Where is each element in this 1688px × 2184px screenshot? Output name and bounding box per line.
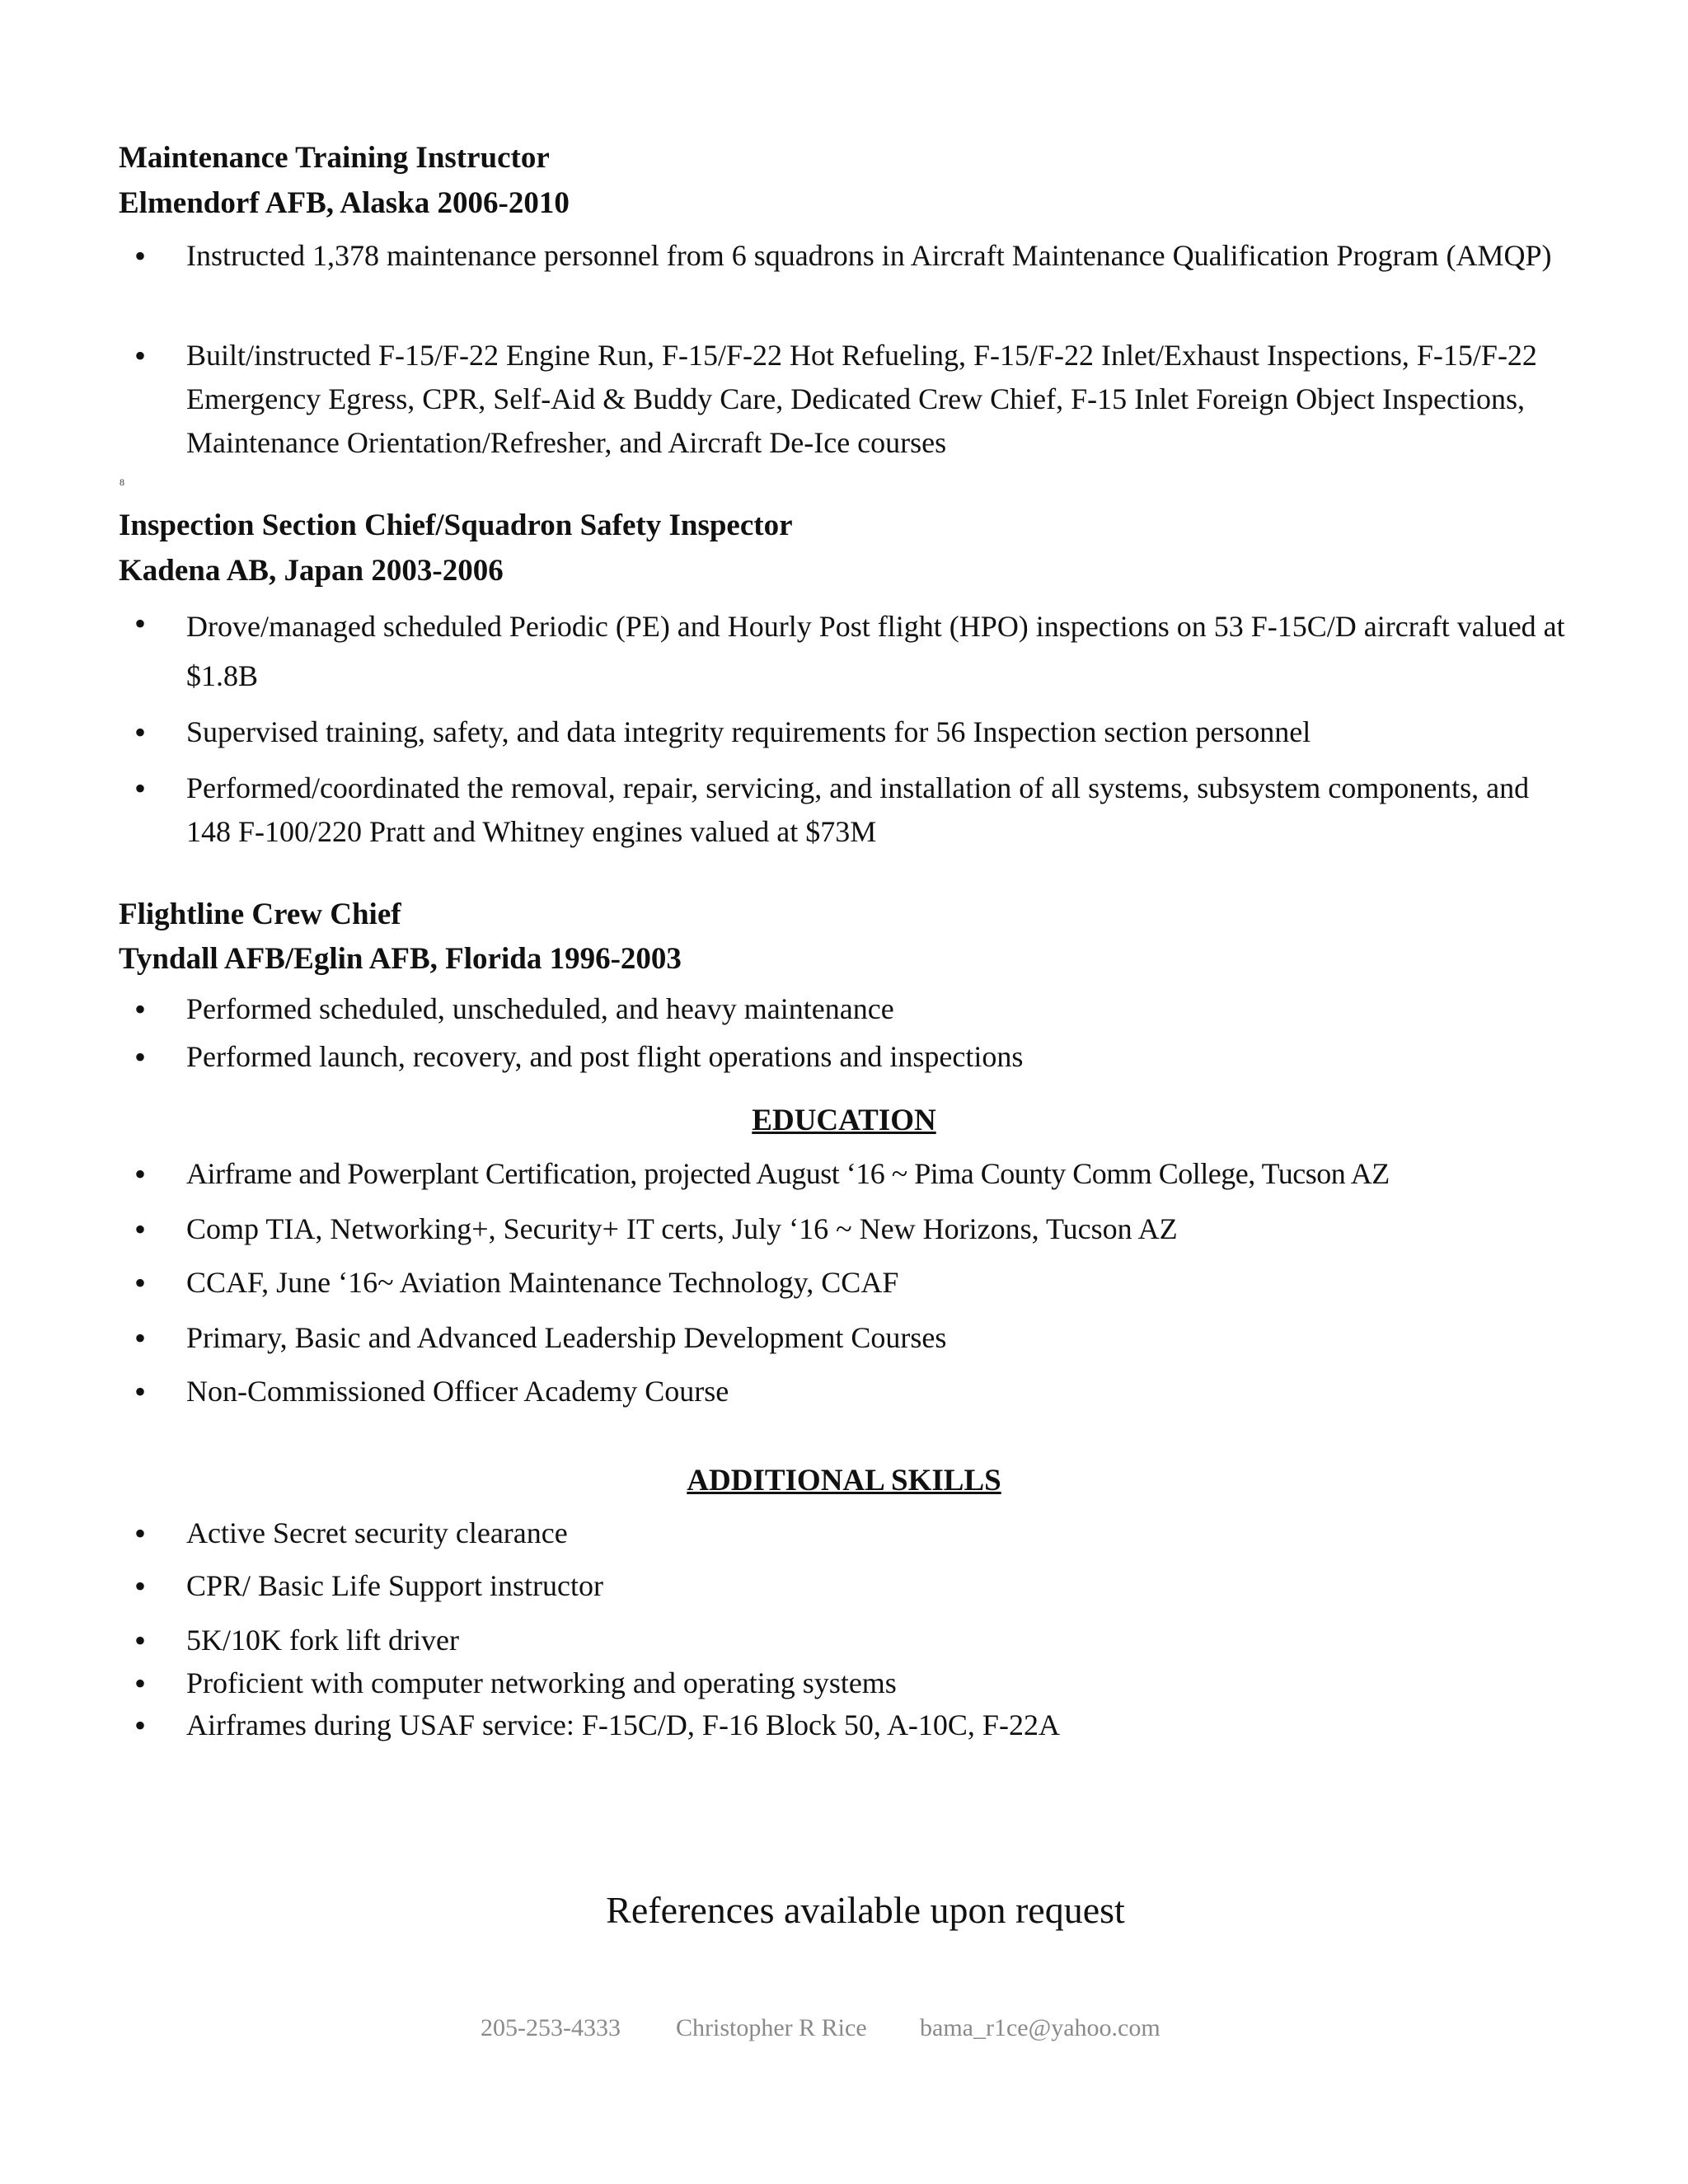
bullet-text: Active Secret security clearance — [186, 1516, 568, 1549]
bullet-text: Non-Commissioned Officer Academy Course — [186, 1375, 729, 1408]
bullet-icon: • — [134, 337, 147, 374]
bullet-text: Performed scheduled, unscheduled, and heavy maintenance — [186, 992, 894, 1025]
education-heading: EDUCATION — [752, 1104, 936, 1137]
bullet-text: Supervised training, safety, and data integrity requirements for 56 Inspection section personnel — [186, 715, 1311, 748]
bullet-icon: • — [134, 1264, 147, 1301]
bullet-text: Proficient with computer networking and operating systems — [186, 1666, 897, 1699]
bullet-text: Primary, Basic and Advanced Leadership Development Courses — [186, 1321, 947, 1354]
footer-email: bama_r1ce@yahoo.com — [920, 2014, 1160, 2041]
bullet-icon: • — [134, 237, 147, 274]
bullet-text: Comp TIA, Networking+, Security+ IT certs, July ‘16 ~ New Horizons, Tucson AZ — [186, 1212, 1178, 1245]
bullet-text: Built/instructed F-15/F-22 Engine Run, F-15/F-22 Hot Refueling, F-15/F-22 Inlet/Exhaust Inspections, F-15/F-22 Emergency Egress, CPR, Self-Aid & Buddy Care, Dedicated Crew Chief, F-15 Inlet Foreign Object Inspections, Maintenance Orientation/Refresher, and Aircraft De-Ice courses — [186, 339, 1537, 459]
bullet-icon: • — [134, 605, 147, 642]
job-title: Maintenance Training Instructor — [119, 141, 550, 175]
additional-skills-heading: ADDITIONAL SKILLS — [687, 1464, 1001, 1497]
job-location-dates: Kadena AB, Japan 2003-2006 — [119, 554, 504, 588]
bullet-text: CPR/ Basic Life Support instructor — [186, 1569, 603, 1602]
bullet-icon: • — [134, 1319, 147, 1357]
bullet-icon: • — [134, 1622, 147, 1659]
bullet-icon: • — [134, 1515, 147, 1552]
bullet-icon: • — [134, 714, 147, 751]
bullet-icon: • — [134, 1568, 147, 1605]
job-title: Inspection Section Chief/Squadron Safety Inspector — [119, 509, 793, 542]
bullet-text: Airframe and Powerplant Certification, projected August ‘16 ~ Pima County Comm College, Tucson AZ — [186, 1157, 1390, 1190]
bullet-icon: • — [134, 1373, 147, 1410]
bullet-text: Airframes during USAF service: F-15C/D, F-16 Block 50, A-10C, F-22A — [186, 1708, 1060, 1741]
bullet-text: CCAF, June ‘16~ Aviation Maintenance Technology, CCAF — [186, 1266, 899, 1299]
references-statement: References available upon request — [606, 1889, 1125, 1931]
bullet-icon: • — [134, 1155, 147, 1193]
bullet-icon: • — [134, 1665, 147, 1702]
bullet-text: Performed/coordinated the removal, repair, servicing, and installation of all systems, subsystem components, and 148 F-100/220 Pratt and Whitney engines valued at $73M — [186, 771, 1530, 848]
bullet-text: Performed launch, recovery, and post flight operations and inspections — [186, 1040, 1024, 1073]
job-title: Flightline Crew Chief — [119, 898, 401, 931]
job-location-dates: Elmendorf AFB, Alaska 2006-2010 — [119, 186, 570, 220]
bullet-text: Instructed 1,378 maintenance personnel from 6 squadrons in Aircraft Maintenance Qualification Program (AMQP) — [186, 239, 1552, 272]
bullet-icon: • — [134, 1707, 147, 1744]
footer-phone: 205-253-4333 — [481, 2014, 621, 2041]
bullet-text: Drove/managed scheduled Periodic (PE) and Hourly Post flight (HPO) inspections on 53 F-15C/D aircraft valued at $1.8B — [186, 610, 1565, 692]
bullet-icon: • — [134, 1211, 147, 1248]
stray-mark: 8 — [120, 476, 124, 488]
footer-contact — [0, 2012, 1688, 2045]
bullet-icon: • — [134, 1038, 147, 1076]
job-location-dates: Tyndall AFB/Eglin AFB, Florida 1996-2003 — [119, 942, 682, 976]
bullet-icon: • — [134, 770, 147, 807]
footer-name: Christopher R Rice — [676, 2014, 867, 2041]
bullet-text: 5K/10K fork lift driver — [186, 1624, 459, 1657]
bullet-icon: • — [134, 991, 147, 1028]
